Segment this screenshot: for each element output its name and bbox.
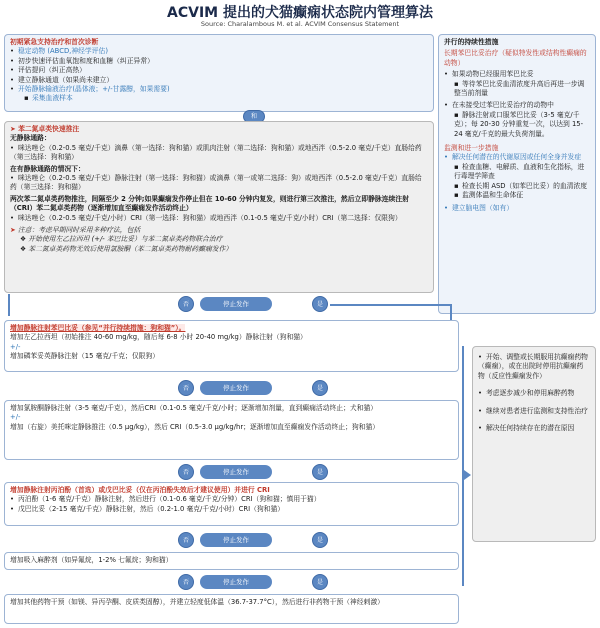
no-circle-3: 否 xyxy=(178,464,194,480)
flow-line xyxy=(462,346,464,586)
step3-item-1: • 丙泊酚（1-6 毫克/千克）静脉注射，然后进行（0.1-0.6 毫克/千克/分钟）CRI（狗和猫；慎用于猫） xyxy=(10,495,321,504)
step4-line1: 增加吸入麻醉剂（如异氟烷，1-2% 七氟烷；狗和猫） xyxy=(10,556,173,564)
benzo-no-iv-text: • 咪达唑仑（0.2-0.5 毫克/千克）滴鼻（第一选择：狗和猫）或肌肉注射（第二选择：狗和猫）或地西泮（0.5-2.0 毫克/千克）直肠给药（第三选择：狗和猫） xyxy=(10,143,422,162)
step5-line1: 增加其他药物干预（如镁、异丙孕酮、皮质类固醇），并建立轻度低体温（36.7-37.7°C），然后进行非药物干预（神经刺激） xyxy=(10,598,384,606)
init-item-1: • 稳定动物 (ABCD,神经学评估) xyxy=(10,47,108,56)
benzo-repeat-text: 两次苯二氮卓类药物推注，间隔至少 2 分钟;如果癫痫发作停止但在 10-60 分钟内复发，则进行第三次推注，然后立即静脉连续注射（CRI）苯二氮卓类药物（逐渐增加直至癫痫发作活动终止） xyxy=(10,194,409,213)
side-b1-sub: ▪ 等待苯巴比妥血清浓度升高后再进一步调整当前剂量 xyxy=(454,79,585,98)
step5-box xyxy=(4,594,459,624)
step2-line3: 增加（右旋）美托咪定静脉推注（0.5 µg/kg），然后 CRI（0.5-3.0 µg/kg/hr；逐渐增加直至癫痫发作活动终止；狗和猫） xyxy=(10,422,380,431)
yes-circle-2: 是 xyxy=(312,380,328,396)
step2-line1: 增加氯胺酮静脉注射（3-5 毫克/千克），然后CRI（0.1-0.5 毫克/千克/小时；逐渐增加剂量，直到癫痫活动终止；犬和猫） xyxy=(10,404,378,412)
step3-box xyxy=(4,482,459,526)
stop-seizure-pill-4: 停止发作 xyxy=(200,533,272,547)
initial-treatment-box xyxy=(4,34,434,112)
step1-line1: 增加静脉注射苯巴比妥（参见“并行持续措施：狗和猫”）。 xyxy=(10,324,186,332)
init-item-4: • 建立静脉通道（如果尚未建立） xyxy=(10,75,114,84)
outcome-item-4: • 解决任何持续存在的潜在原因 xyxy=(478,424,575,433)
source-citation: Source: Charalambous M. et al. ACVIM Consensus Statement xyxy=(200,20,400,28)
benzo-note-title: ➤ 注意：考虑早期同时采用多种疗法，包括 xyxy=(10,226,141,235)
outcome-item-1: • 开始、调整或长期服用抗癫痫药物（癫痫），或在出院时停用抗癫痫药物（反应性癫痫发作） xyxy=(478,353,588,380)
stop-seizure-pill-5: 停止发作 xyxy=(200,575,272,589)
side-b4: • 建立脑电图（如有） xyxy=(444,203,514,212)
page-title: ACVIM 提出的犬猫癫痫状态院内管理算法 xyxy=(167,5,433,21)
yes-circle-5: 是 xyxy=(312,574,328,590)
step1-line3: +/- xyxy=(10,342,21,351)
no-circle-1: 否 xyxy=(178,296,194,312)
step2-box xyxy=(4,400,459,460)
side-b3-item-3: ▪ 监测体温和生命体征 xyxy=(454,191,524,200)
benzo-iv-text: • 咪达唑仑（0.2-0.5 毫克/千克）静脉注射（第一选择：狗和猫）或滴鼻（第一或第二选择：狗）或地西泮（0.5-2.0 毫克/千克）直肠给药（第三选择：狗和猫） xyxy=(10,174,422,192)
parallel-measures-box xyxy=(438,34,596,314)
side-b2-sub: ▪ 静脉注射或口服苯巴比妥（3-5 毫克/千克）；每 20-30 分钟重复一次，以达到 15-24 毫克/千克的最大负荷剂量。 xyxy=(454,110,584,138)
flow-line xyxy=(8,294,10,316)
step3-item-2: • 戊巴比妥（2-15 毫克/千克）静脉注射，然后（0.2-1.0 毫克/千克/小时）CRI（狗和猫） xyxy=(10,504,285,513)
no-circle-4: 否 xyxy=(178,532,194,548)
init-item-2: • 初步快速评估血氧饱和度和血糖（纠正异常） xyxy=(10,56,154,65)
init-item-3: • 评估提问（纠正高热） xyxy=(10,66,86,75)
stop-seizure-pill-2: 停止发作 xyxy=(200,381,272,395)
step2-line2: +/- xyxy=(10,413,21,422)
arrow-right-icon xyxy=(464,470,471,480)
outcome-item-3: • 继续对患者进行监测和支持性治疗 xyxy=(478,406,588,415)
side-p2: 监测和进一步措施 xyxy=(444,144,499,153)
benzo-note-1: ❖ 开始使用左乙拉西坦 (+/- 苯巴比妥）与苯二氮卓类药物联合治疗 xyxy=(20,235,223,244)
yes-circle-1: 是 xyxy=(312,296,328,312)
side-b2: • 在未接受过苯巴比妥治疗的动物中 xyxy=(444,101,554,110)
side-title: 并行的持续性措施 xyxy=(444,38,499,46)
yes-circle-4: 是 xyxy=(312,532,328,548)
benzo-no-iv-title: 无静脉通路： xyxy=(10,134,51,143)
step1-line2: 增加左乙拉西坦（初始推注 40-60 mg/kg，随后每 6-8 小时 20-40 mg/kg）静脉注射（狗和猫） xyxy=(10,333,307,342)
benzodiazepine-box xyxy=(4,121,434,293)
step3-title: 增加静脉注射丙泊酚（首选）或戊巴比妥（仅在丙泊酚失效后才建议使用）并进行 CRI xyxy=(10,486,270,494)
no-circle-2: 否 xyxy=(178,380,194,396)
side-b3: • 解决任何潜在的代谢原因或任何全身并发症 xyxy=(444,153,582,162)
side-p1: 长期苯巴比妥治疗（疑似特发性或结构性癫痫的动物） xyxy=(444,49,587,67)
benzo-iv-title: 在有静脉通路的情况下： xyxy=(10,164,85,173)
outcome-box xyxy=(472,346,596,542)
and-connector: 和 xyxy=(243,110,265,123)
benzo-note-2: ❖ 苯二氮卓类药物无效后使用氯胺酮（苯二氮卓类药物耐药癫痫发作） xyxy=(20,244,233,253)
benzo-cri-text: • 咪达唑仑（0.2-0.5 毫克/千克/小时）CRI（第一选择：狗和猫）或地西泮（0.1-0.5 毫克/千克/小时）CRI（第二选择：仅限狗） xyxy=(10,213,402,222)
stop-seizure-pill-1: 停止发作 xyxy=(200,297,272,311)
init-subitem: ▪ 采集血液样本 xyxy=(24,94,73,103)
benzo-title: ➤ 苯二氮卓类快速推注 xyxy=(10,125,80,133)
no-circle-5: 否 xyxy=(178,574,194,590)
side-b1: • 如果动物已经服用苯巴比妥 xyxy=(444,70,534,79)
init-item-5: • 开始静脉输液治疗(晶体液；+/-甘露醇，如果需要) xyxy=(10,85,170,94)
flow-line xyxy=(330,304,450,306)
stop-seizure-pill-3: 停止发作 xyxy=(200,465,272,479)
side-b3-item-1: ▪ 检查血糖、电解质、血液和生化指标，进行毒理学筛查 xyxy=(454,162,585,181)
initial-title: 初期紧急支持治疗和首次诊断 xyxy=(10,38,99,46)
yes-circle-3: 是 xyxy=(312,464,328,480)
step1-line4: 增加磷苯妥英静脉注射（15 毫克/千克；仅限狗） xyxy=(10,352,160,361)
side-b3-item-2: ▪ 检查长期 ASD（如苯巴比妥）的血清浓度 xyxy=(454,181,588,190)
step4-box xyxy=(4,552,459,570)
step1-box xyxy=(4,320,459,372)
outcome-item-2: • 考虑逐步减少和停用麻醉药物 xyxy=(478,389,575,398)
